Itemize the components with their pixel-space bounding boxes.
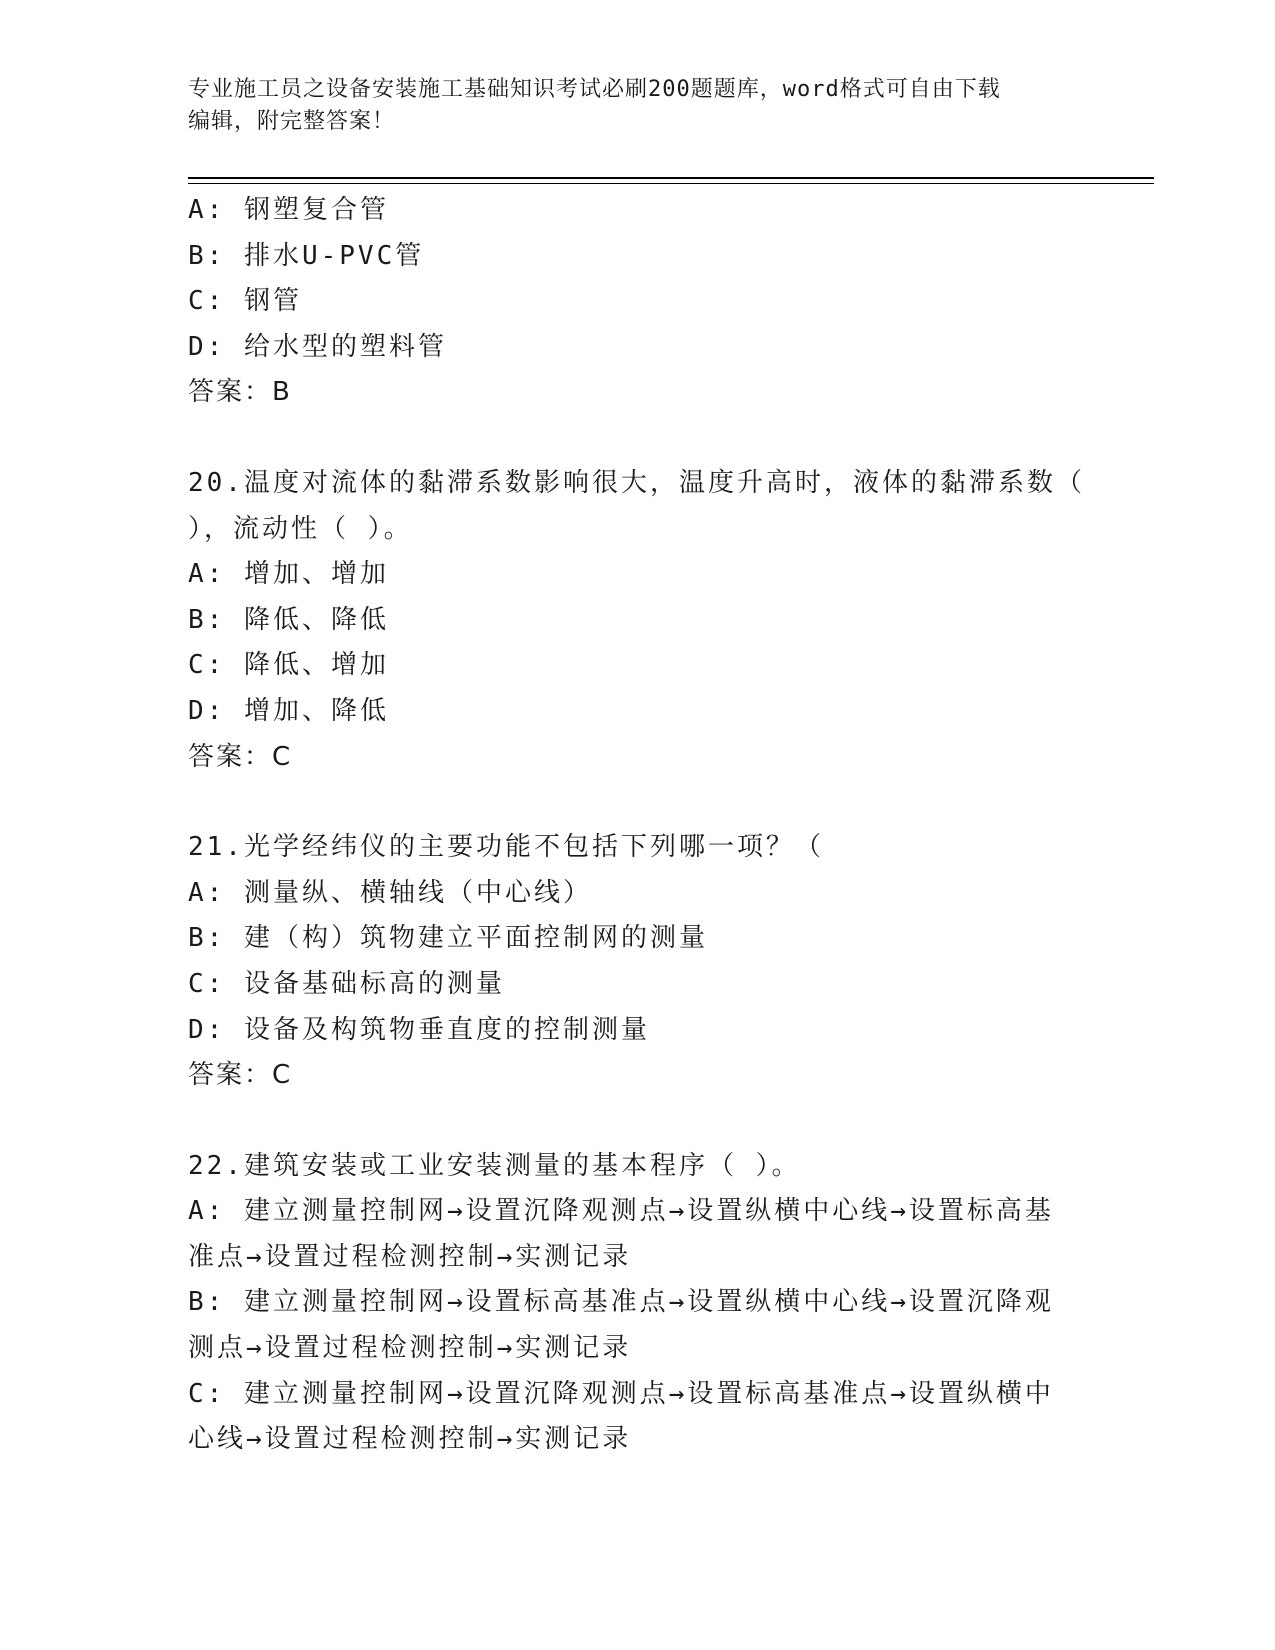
question-stem: 21.光学经纬仪的主要功能不包括下列哪一项？（ bbox=[188, 832, 824, 863]
spacer bbox=[188, 416, 1088, 461]
header-title-line-1: 专业施工员之设备安装施工基础知识考试必刷200题题库，word格式可自由下载 bbox=[188, 77, 1001, 102]
option-c-continued: 心线→设置过程检测控制→实测记录 bbox=[188, 1424, 632, 1455]
option-d: D: 设备及构筑物垂直度的控制测量 bbox=[188, 1014, 650, 1045]
answer: 答案：C bbox=[188, 1060, 293, 1091]
answer: 答案：C bbox=[188, 741, 293, 772]
option-d: D: 增加、降低 bbox=[188, 695, 389, 726]
document-header bbox=[188, 74, 1088, 138]
header-rule-thin bbox=[188, 183, 1154, 184]
option-c: C: 设备基础标高的测量 bbox=[188, 968, 505, 999]
option-c: C: 钢管 bbox=[188, 286, 302, 317]
option-c: C: 建立测量控制网→设置沉降观测点→设置标高基准点→设置纵横中 bbox=[188, 1378, 1054, 1409]
option-b: B: 建（构）筑物建立平面控制网的测量 bbox=[188, 923, 708, 954]
option-b: B: 排水U-PVC管 bbox=[188, 240, 425, 271]
option-a: A: 建立测量控制网→设置沉降观测点→设置纵横中心线→设置标高基 bbox=[188, 1196, 1054, 1227]
option-b: B: 建立测量控制网→设置标高基准点→设置纵横中心线→设置沉降观 bbox=[188, 1287, 1054, 1318]
option-b: B: 降低、降低 bbox=[188, 604, 389, 635]
document-body bbox=[188, 188, 1088, 1463]
option-d: D: 给水型的塑料管 bbox=[188, 331, 447, 362]
option-a: A: 钢塑复合管 bbox=[188, 195, 389, 225]
header-rule-thick bbox=[188, 177, 1154, 179]
option-c: C: 降低、增加 bbox=[188, 650, 389, 681]
option-a-continued: 准点→设置过程检测控制→实测记录 bbox=[188, 1241, 632, 1272]
question-stem-continued: ），流动性（ ）。 bbox=[188, 513, 413, 544]
question-stem: 20.温度对流体的黏滞系数影响很大，温度升高时，液体的黏滞系数（ bbox=[188, 467, 1085, 498]
option-a: A: 增加、增加 bbox=[188, 559, 389, 590]
question-20 bbox=[188, 461, 1088, 780]
question-stem: 22.建筑安装或工业安装测量的基本程序（ ）。 bbox=[188, 1150, 801, 1181]
option-b-continued: 测点→设置过程检测控制→实测记录 bbox=[188, 1333, 632, 1364]
question-22 bbox=[188, 1144, 1088, 1463]
spacer bbox=[188, 1099, 1088, 1144]
answer: 答案：B bbox=[188, 377, 292, 408]
question-21 bbox=[188, 825, 1088, 1099]
question-19 bbox=[188, 188, 1088, 416]
spacer bbox=[188, 780, 1088, 825]
option-a: A: 测量纵、横轴线（中心线） bbox=[188, 877, 592, 908]
header-title-line-2: 编辑，附完整答案！ bbox=[188, 109, 396, 134]
